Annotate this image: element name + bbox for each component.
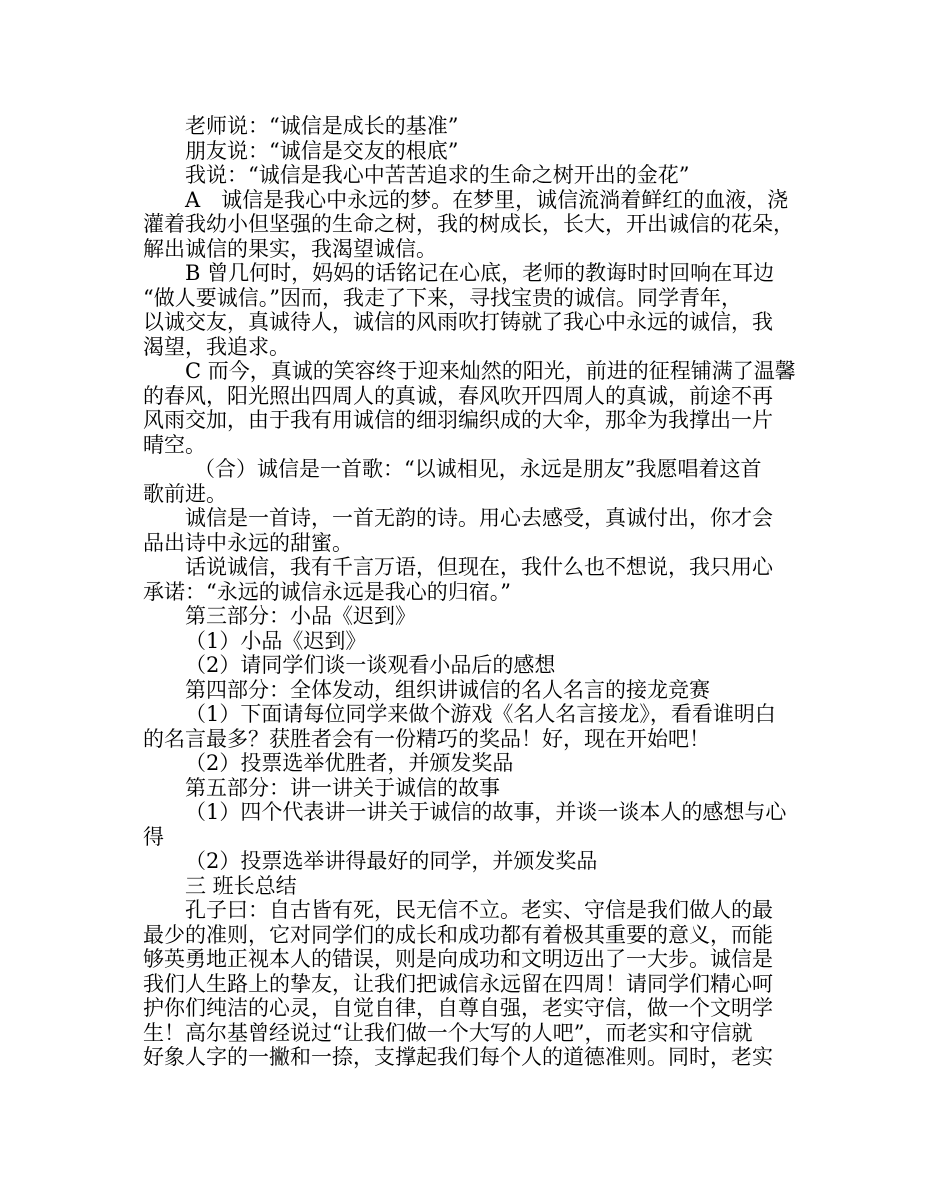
text-line: （1）四个代表讲一讲关于诚信的故事，并谈一谈本人的感想与心 [185,800,787,824]
text-line: 承诺：“永远的诚信永远是我心的归宿。” [143,579,511,604]
document-body [143,114,823,1070]
text-line: 朋友说：“诚信是交友的根底” [185,138,459,163]
text-line: 好象人字的一撇和一捺，支撑起我们每个人的道德准则。同时，老实 [143,1045,773,1069]
paragraph [143,114,823,139]
paragraph [143,629,823,654]
text-line: 第三部分：小品《迟到》 [185,604,416,628]
text-line: C 而今，真诚的笑容终于迎来灿然的阳光，前进的征程铺满了温馨 [185,359,796,383]
text-line: 以诚交友，真诚待人，诚信的风雨吹打铸就了我心中永远的诚信，我 [143,310,773,334]
paragraph [143,261,823,359]
text-line: 诚信是一首诗，一首无韵的诗。用心去感受，真诚付出，你才会 [185,506,773,530]
text-line: （1）小品《迟到》 [185,628,367,653]
paragraph [143,874,823,899]
text-line: （2）请同学们谈一谈观看小品后的感想 [185,653,556,677]
paragraph [143,188,823,262]
text-line: 够英勇地正视本人的错误，则是向成功和文明迈出了一大步。诚信是 [143,947,773,971]
paragraph [143,653,823,678]
text-line: 的春风，阳光照出四周人的真诚，春风吹开四周人的真诚，前途不再 [143,383,773,408]
text-line: 护你们纯洁的心灵，自觉自律，自尊自强，老实守信，做一个文明学 [143,996,773,1020]
text-line: 风雨交加，由于我有用诚信的细羽编织成的大伞，那伞为我撑出一片 [143,408,773,432]
paragraph [143,751,823,776]
paragraph [143,359,823,457]
text-line: 灌着我幼小但坚强的生命之树，我的树成长，长大，开出诚信的花朵， [143,212,794,236]
text-line: 晴空。 [143,432,206,457]
text-line: 品出诗中永远的甜蜜。 [143,530,353,555]
text-line: 话说诚信，我有千言万语，但现在，我什么也不想说，我只用心 [185,555,773,579]
text-line: 我说：“诚信是我心中苦苦追求的生命之树开出的金花” [185,163,690,187]
paragraph [143,506,823,555]
paragraph [143,849,823,874]
text-line: 老师说：“诚信是成长的基准” [185,114,459,138]
text-line: “做人要诚信。”因而，我走了下来，寻找宝贵的诚信。同学青年， [143,285,742,310]
paragraph [143,163,823,188]
paragraph [143,776,823,801]
paragraph [143,898,823,1070]
paragraph [143,604,823,629]
text-line: B 曾几何时，妈妈的话铭记在心底，老师的教诲时时回响在耳边 [185,261,775,285]
text-line: 歌前进。 [143,481,227,506]
text-line: 最少的准则，它对同学们的成长和成功都有着极其重要的意义，而能 [143,922,773,947]
paragraph [143,139,823,164]
text-line: （2）投票选举优胜者，并颁发奖品 [185,751,514,775]
text-line: 第四部分：全体发动，组织讲诚信的名人名言的接龙竞赛 [185,677,710,702]
text-line: 孔子曰：自古皆有死，民无信不立。老实、守信是我们做人的最 [185,898,773,922]
paragraph [143,702,823,751]
text-line: 三 班长总结 [185,873,297,898]
text-line: （2）投票选举讲得最好的同学，并颁发奖品 [185,849,598,873]
text-line: 的名言最多？获胜者会有一份精巧的奖品！好，现在开始吧！ [143,726,710,751]
text-line: A 诚信是我心中永远的梦。在梦里，诚信流淌着鲜红的血液，浇 [185,187,789,212]
paragraph [143,457,823,506]
text-line: 渴望，我追求。 [143,334,290,359]
text-line: （1）下面请每位同学来做个游戏《名人名言接龙》，看看谁明白 [185,702,776,726]
paragraph [143,555,823,604]
text-line: 得 [143,824,164,849]
text-line: 第五部分：讲一讲关于诚信的故事 [185,775,500,800]
text-line: 我们人生路上的挚友，让我们把诚信永远留在四周！请同学们精心呵 [143,971,773,996]
paragraph [143,678,823,703]
text-line: 生！高尔基曾经说过“让我们做一个大写的人吧”，而老实和守信就 [143,1020,753,1045]
text-line: （合）诚信是一首歌：“以诚相见，永远是朋友”我愿唱着这首 [194,457,762,481]
paragraph [143,800,823,849]
text-line: 解出诚信的果实，我渴望诚信。 [143,236,437,261]
